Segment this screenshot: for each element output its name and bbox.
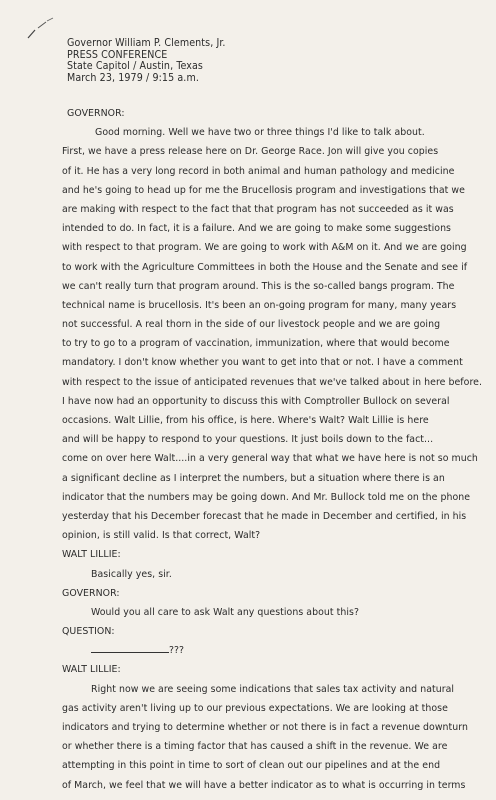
speaker-label: GOVERNOR: [62, 587, 120, 599]
statement-line: attempting in this point in time to sort of clean out our pipelines and at the end [62, 760, 441, 772]
governor-statement [62, 123, 490, 545]
statement-line: technical name is brucellosis. It's been an on-going program for many, many years [62, 299, 457, 311]
statement-line: indicator that the numbers may be going down. And Mr. Bullock told me on the phone [62, 491, 471, 503]
statement-line: of it. He has a very long record in both animal and human pathology and medicine [62, 165, 455, 177]
statement-line: we can't really turn that program around. This is the so-called bangs program. The [62, 280, 455, 292]
statement-line: Right now we are seeing some indications that sales tax activity and natural [91, 683, 455, 695]
statement-line: and he's going to head up for me the Brucellosis program and investigations that we [62, 184, 465, 196]
speaker-label: QUESTION: [62, 626, 115, 638]
question-blank-underline [91, 641, 169, 653]
header-line-name: Governor William P. Clements, Jr. [67, 37, 226, 49]
statement-line: mandatory. I don't know whether you want to get into that or not. I have a comment [62, 357, 463, 369]
handwritten-mark-icon [26, 16, 56, 40]
governor-reply: Would you all care to ask Walt any questions about this? [91, 606, 359, 618]
statement-line: intended to do. In fact, it is a failure. And we are going to make some suggestions [62, 223, 451, 235]
statement-line: gas activity aren't living up to our previous expectations. We are looking at those [62, 702, 448, 714]
statement-line: yesterday that his December forecast that he made in December and certified, in his [62, 510, 467, 522]
statement-line: to work with the Agriculture Committees in both the House and the Senate and see if [62, 261, 468, 273]
statement-line: Good morning. Well we have two or three things I'd like to talk about. [95, 127, 425, 139]
header-line-event: PRESS CONFERENCE [67, 48, 168, 61]
statement-line: with respect to the issue of anticipated revenues that we've talked about in here before. [62, 376, 482, 388]
walt-statement [62, 680, 490, 795]
walt-reply: Basically yes, sir. [91, 568, 172, 580]
document-header [67, 38, 226, 84]
statement-line: or whether there is a timing factor that has caused a shift in the revenue. We are [62, 741, 448, 753]
statement-line: to try to go to a program of vaccination, immunization, where that would become [62, 338, 450, 350]
speaker-label: WALT LILLIE: [62, 549, 121, 561]
statement-line: of March, we feel that we will have a better indicator as to what is occurring in terms [62, 779, 466, 791]
statement-line: occasions. Walt Lillie, from his office, is here. Where's Walt? Walt Lillie is here [62, 415, 429, 426]
statement-line: indicators and trying to determine whether or not there is in fact a revenue downturn [62, 722, 468, 733]
transcript-body [62, 104, 490, 795]
statement-line: not successful. A real thorn in the side of our livestock people and we are going [62, 319, 441, 331]
header-line-date: March 23, 1979 / 9:15 a.m. [67, 71, 199, 84]
question-line [62, 641, 490, 660]
statement-line: opinion, is still valid. Is that correct, Walt? [62, 530, 261, 542]
statement-line: with respect to that program. We are going to work with A&M on it. And we are going [62, 242, 467, 254]
speaker-label: WALT LILLIE: [62, 664, 121, 676]
statement-line: are making with respect to the fact that that program has not succeeded as it was [62, 203, 454, 215]
statement-line: I have now had an opportunity to discuss this with Comptroller Bullock on several [62, 395, 450, 407]
question-text: ??? [169, 645, 185, 657]
statement-line: a significant decline as I interpret the numbers, but a situation where there is an [62, 472, 445, 484]
statement-line: come on over here Walt....in a very general way that what we have here is not so much [62, 453, 478, 465]
statement-line: and will be happy to respond to your questions. It just boils down to the fact... [62, 434, 434, 446]
header-line-location: State Capitol / Austin, Texas [67, 60, 203, 73]
statement-line: First, we have a press release here on Dr. George Race. Jon will give you copies [62, 146, 439, 158]
speaker-label: GOVERNOR: [67, 108, 125, 119]
